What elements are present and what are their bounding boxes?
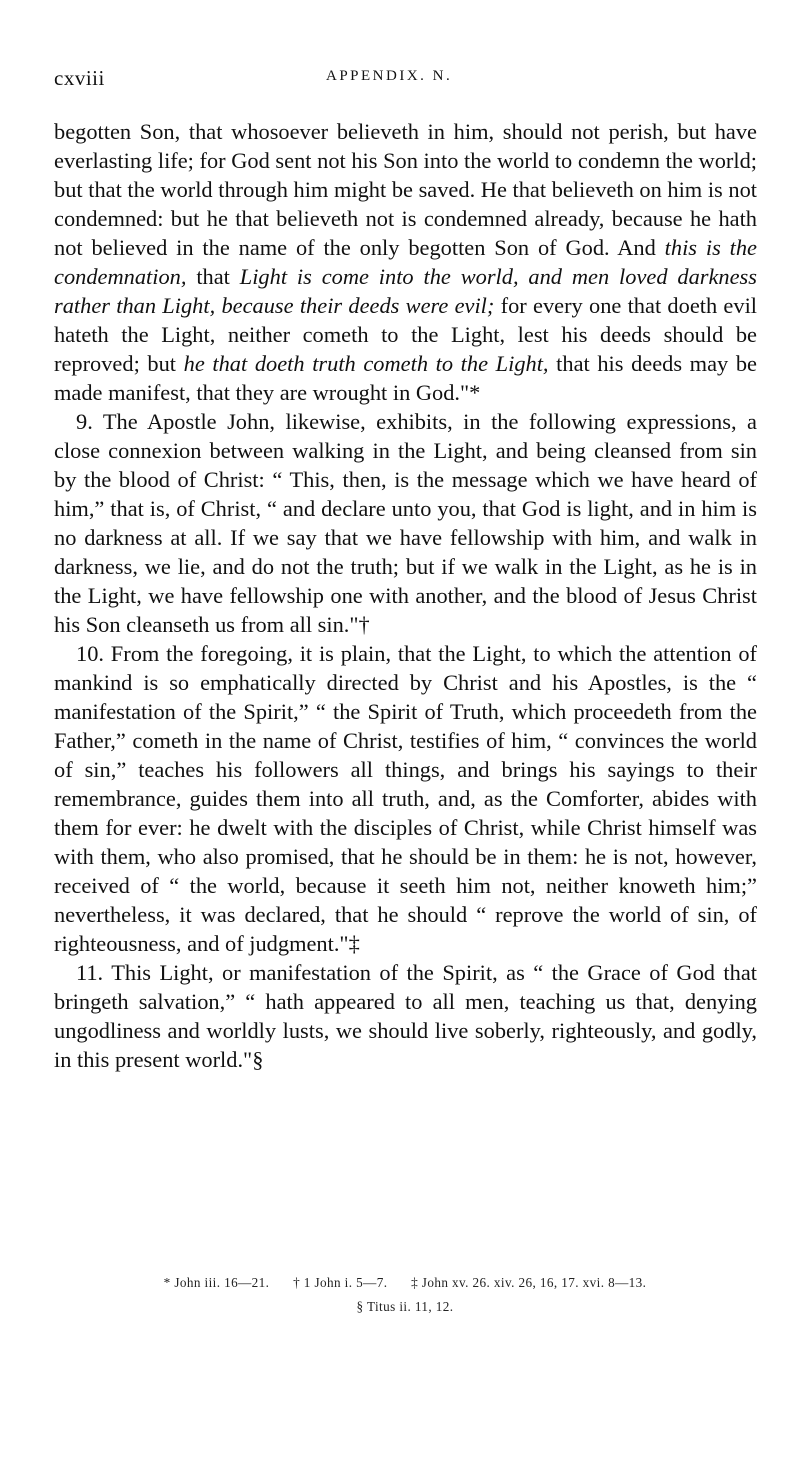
text-run: for every one that doeth evil hateth the Light, neither cometh to the Light, lest his deeds should be reproved; but bbox=[54, 293, 758, 376]
italic-run: Light is come into the world, and men loved darkness rather than Light, because their deeds were evil; bbox=[54, 264, 757, 318]
footnotes bbox=[54, 1271, 756, 1319]
footnote-line bbox=[54, 1271, 756, 1295]
running-title: APPENDIX. N. bbox=[326, 68, 453, 84]
footnote-4: § Titus ii. 11, 12. bbox=[356, 1299, 454, 1314]
footnote-line bbox=[54, 1295, 756, 1319]
text-run: that bbox=[186, 264, 240, 289]
paragraph-10: 10. From the foregoing, it is plain, that the Light, to which the attention of mankind is so emphatically directed by Christ and his Apostles, is the “ manifestation of the Spirit,” “ the Spirit of Truth, which proceedeth from the Father,” cometh in the name of Christ, testifies of him, “ convinces the world of sin,” teaches his followers all things, and brings his sayings to their remembrance, guides them into all truth, and, as the Comforter, abides with them for ever: he dwelt with the disciples of Christ, while Christ himself was with them, who also promised, that he should be in them: he is not, however, received of “ the world, because it seeth him not, neither knoweth him;” nevertheless, it was declared, that he should “ reprove the world of sin, of righteousness, and of judgment."‡ bbox=[54, 641, 757, 956]
page-number: cxviii bbox=[54, 66, 105, 90]
footnote-1: * John iii. 16—21. bbox=[163, 1275, 270, 1290]
paragraph-11: 11. This Light, or manifestation of the Spirit, as “ the Grace of God that bringeth salvation,” “ hath appeared to all men, teaching us that, denying ungodliness and worldly lusts, we should live soberly, righteously, and godly, in this present world."§ bbox=[54, 960, 757, 1072]
paragraph-9: 9. The Apostle John, likewise, exhibits, in the following expressions, a close connexion between walking in the Light, and being cleansed from sin by the blood of Christ: “ This, then, is the message which we have heard of him,” that is, of Christ, “ and declare unto you, that God is light, and in him is no darkness at all. If we say that we have fellowship with him, and walk in darkness, we lie, and do not the truth; but if we walk in the Light, as he is in the Light, we have fellowship one with another, and the blood of Jesus Christ his Son cleanseth us from all sin."† bbox=[54, 409, 757, 637]
footnote-3: ‡ John xv. 26. xiv. 26, 16, 17. xvi. 8—13. bbox=[411, 1275, 647, 1290]
running-head bbox=[54, 66, 756, 92]
paragraph-continued bbox=[54, 117, 757, 407]
italic-run: this is the condemnation, bbox=[54, 235, 757, 289]
italic-run: he that doeth truth cometh to the Light, bbox=[183, 351, 549, 376]
body-text bbox=[54, 117, 757, 1074]
text-run: begotten Son, that whosoever believeth in him, should not perish, but have everlasting life; for God sent not his Son into the world to condemn the world; but that the world through him might be saved. He that believeth on him is not condemned: but he that believeth not is condemned already, because he hath not believed in the name of the only begotten Son of God. And bbox=[54, 119, 757, 260]
text-run: that his deeds may be made manifest, that they are wrought in God."* bbox=[54, 351, 757, 405]
footnote-2: † 1 John i. 5—7. bbox=[293, 1275, 388, 1290]
